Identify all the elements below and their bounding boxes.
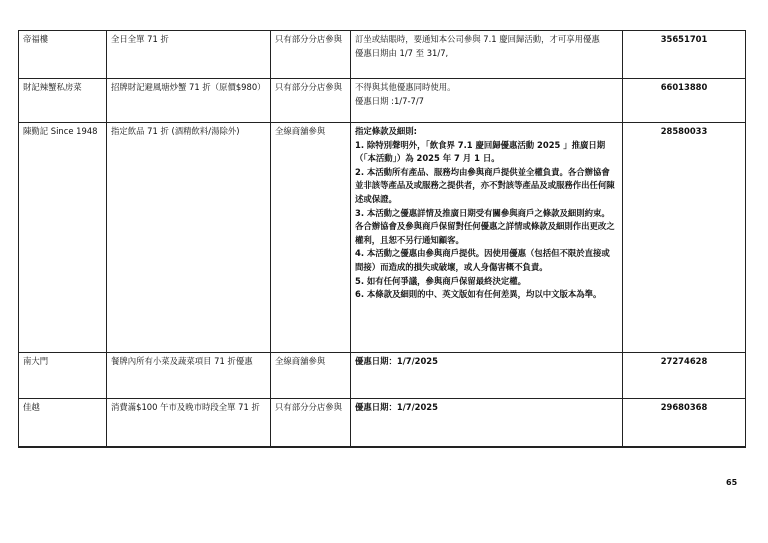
terms-line: 3. 本活動之優惠詳情及推廣日期受有關參與商戶之條款及細則約束。各合辦協會及參與商戶保留對任何優惠之詳情或條款及細則作出更改之權利，且恕不另行通知顧客。 [355,207,615,245]
scope-cell: 只有部分分店參與 [271,79,351,123]
phone-cell: 29680368 [623,399,746,447]
terms-line: 6. 本條款及細則的中、英文版如有任何差異，均以中文版本為準。 [355,289,602,300]
offer-cell: 消費滿$100 午市及晚市時段全單 71 折 [107,399,271,447]
scope-cell: 只有部分分店參與 [271,399,351,447]
table-row [19,79,746,123]
scope-cell: 只有部分分店參與 [271,31,351,79]
terms-line: 5. 如有任何爭議，參與商戶保留最終決定權。 [355,275,527,286]
terms-line: 不得與其他優惠同時使用。 [355,82,456,92]
terms-line: 優惠日期 :1/7-7/7 [355,95,424,106]
offer-cell: 指定飲品 71 折 (酒精飲料/湯除外) [107,123,271,353]
phone-cell: 27274628 [623,353,746,399]
terms-line: 訂坐或結賬時，要通知本公司參與 7.1 慶回歸活動，才可享用優惠 [355,34,600,44]
terms-line: 4. 本活動之優惠由參與商戶提供。因使用優惠（包括但不限於直接或間接）而造成的損失或破壞，或人身傷害概不負責。 [355,248,610,272]
scope-cell: 全線商舖參與 [271,123,351,353]
terms-line: 優惠日期由 1/7 至 31/7, [355,47,449,58]
offer-cell: 餐牌內所有小菜及蔬菜項目 71 折優惠 [107,353,271,399]
terms-line: 1. 除特別聲明外，「飲食界 7.1 慶回歸優惠活動 2025 」推廣日期（「本活動」）為 2025 年 7 月 1 日。 [355,139,606,164]
terms-line: 2. 本活動所有產品、服務均由參與商戶提供並全權負責。各合辦協會並非該等產品及或服務之提供者，亦不對該等產品及或服務作出任何陳述或保證。 [355,166,615,204]
offer-cell: 招牌財記避風塘炒蟹 71 折（原價$980） [107,79,271,123]
merchant-cell: 財記辣蟹私房菜 [19,79,107,123]
terms-line: 優惠日期：1/7/2025 [355,402,438,412]
phone-cell: 66013880 [623,79,746,123]
scope-cell: 全線商舖參與 [271,353,351,399]
merchant-cell: 陳勤記 Since 1948 [19,123,107,353]
merchant-cell: 帝福樓 [19,31,107,79]
table-row [19,31,746,79]
table-row [19,399,746,447]
terms-cell [351,399,623,447]
terms-line: 優惠日期：1/7/2025 [355,356,438,366]
terms-heading: 指定條款及細則: [355,126,417,136]
terms-cell [351,31,623,79]
promotion-table [18,30,746,448]
terms-cell [351,79,623,123]
table-row [19,353,746,399]
merchant-cell: 佳越 [19,399,107,447]
page-number: 65 [726,478,738,487]
phone-cell: 35651701 [623,31,746,79]
offer-cell: 全日全單 71 折 [107,31,271,79]
terms-cell [351,353,623,399]
terms-cell [351,123,623,353]
phone-cell: 28580033 [623,123,746,353]
merchant-cell: 南大門 [19,353,107,399]
table-row [19,123,746,353]
